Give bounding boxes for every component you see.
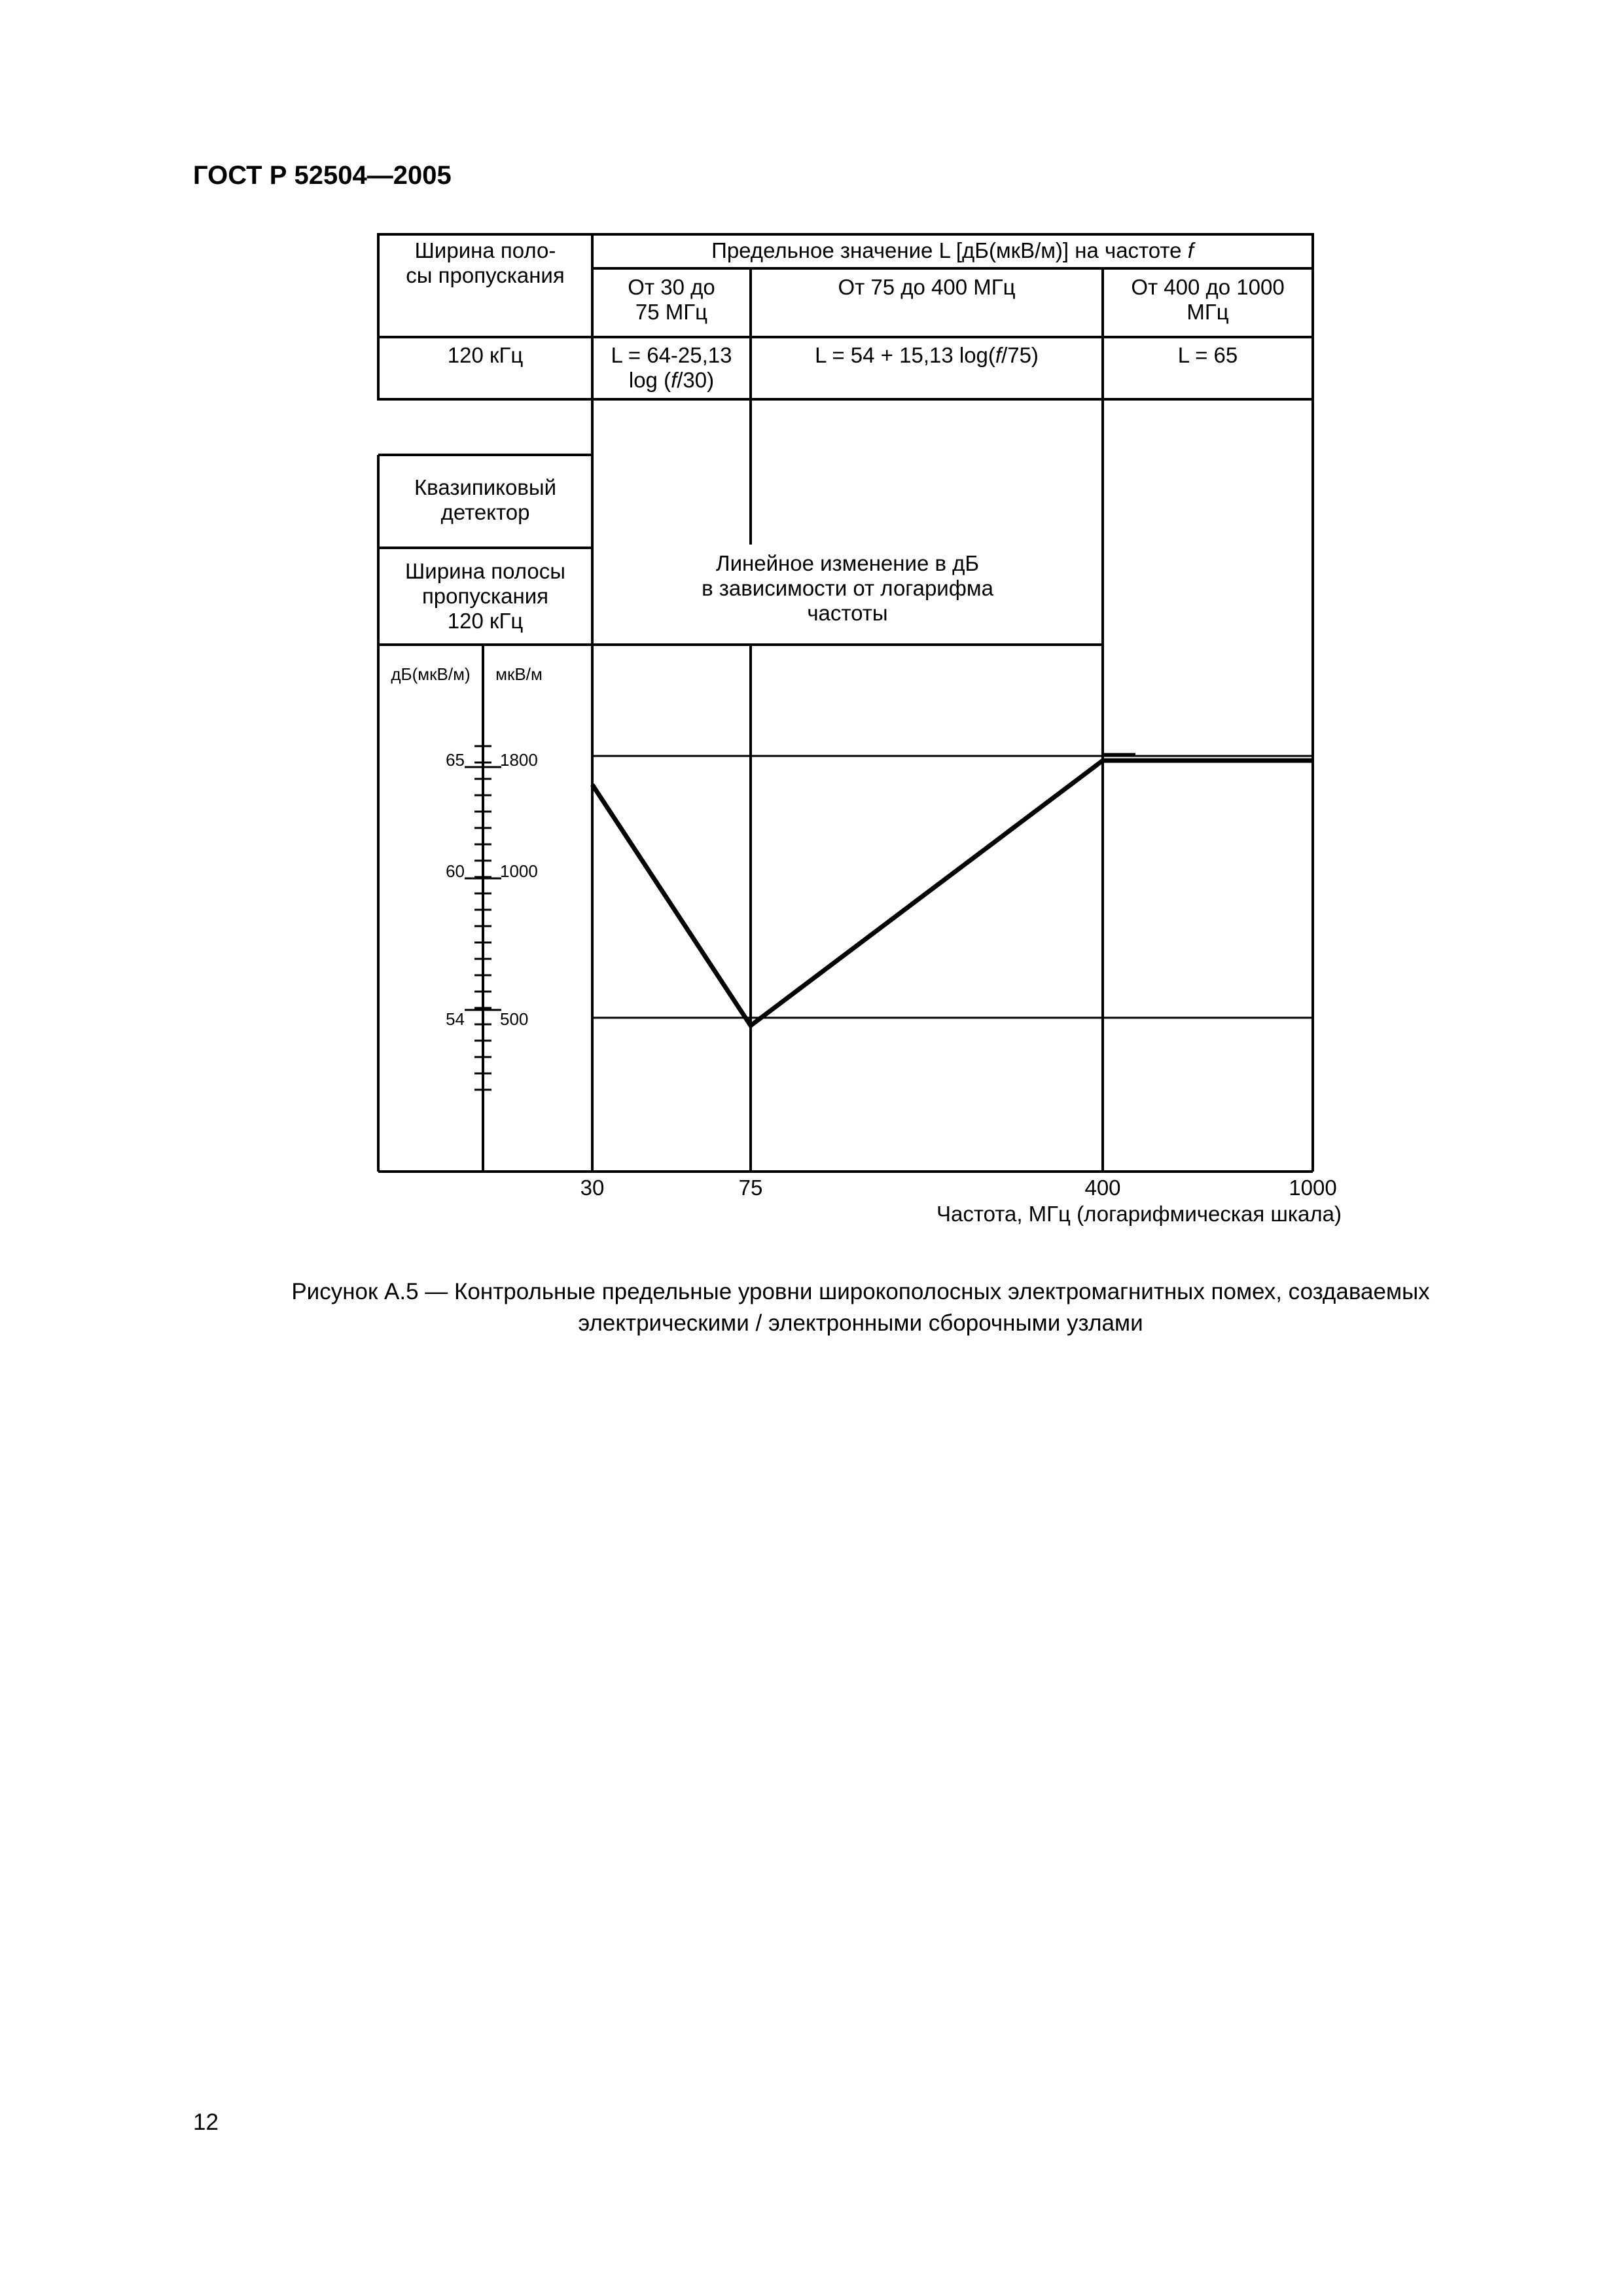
detector-line2: детектор [440, 500, 530, 524]
x-tick-1000: 1000 [1289, 1175, 1337, 1200]
caption-line2: электрическими / электронными сборочными узлами [578, 1310, 1143, 1336]
side-bandwidth-line2: пропускания [421, 584, 549, 608]
formula-1-line1: L = 64-25,13 [611, 343, 732, 367]
reference-lines [592, 754, 1313, 1018]
formula-3-line1: L = 65 [1177, 343, 1238, 367]
figure-caption [164, 1276, 1558, 1339]
y-tick-db-54: 54 [446, 1009, 465, 1029]
y-tick-uv-1800: 1800 [500, 750, 538, 770]
detector-line1: Квазипиковый [414, 475, 557, 499]
limit-line [592, 761, 1313, 1026]
range-1-line2: 75 МГц [635, 300, 708, 324]
range-3-line2: МГц [1186, 300, 1229, 324]
formula-1-line2: log (f/30) [628, 368, 715, 392]
annotation-line2: в зависимости от логарифма [702, 576, 993, 600]
bandwidth-header [378, 238, 592, 288]
y-axis-uv-label: мкВ/м [495, 664, 543, 684]
range-cell-3 [1103, 275, 1313, 325]
formula-cell-2 [751, 343, 1103, 368]
bandwidth-header-line2: сы пропускания [406, 263, 565, 287]
formula-cell-3 [1103, 343, 1313, 368]
x-tick-30: 30 [580, 1175, 605, 1200]
row-bandwidth: 120 кГц [447, 343, 524, 367]
range-2-line1: От 75 до 400 МГц [838, 275, 1016, 299]
annotation [592, 551, 1103, 626]
table-grid [378, 234, 1313, 1172]
caption-line1: Рисунок А.5 — Контрольные предельные уровни широкополосных электромагнитных помех, создаваемых [291, 1279, 1430, 1304]
formula-2-line1: L = 54 + 15,13 log(f/75) [815, 343, 1039, 367]
y-tick-uv-500: 500 [500, 1009, 529, 1029]
formula-cell-1 [592, 343, 751, 393]
range-3-line1: От 400 до 1000 [1131, 275, 1285, 299]
range-cell-1 [592, 275, 751, 325]
x-axis-label: Частота, МГц (логарифмическая шкала) [936, 1202, 1342, 1226]
doc-code: ГОСТ Р 52504—2005 [193, 161, 452, 190]
y-tick-db-60: 60 [446, 861, 465, 881]
limit-header: Предельное значение L [дБ(мкВ/м)] на частоте f [711, 238, 1194, 262]
x-tick-400: 400 [1084, 1175, 1121, 1200]
side-bandwidth-label [378, 559, 592, 634]
x-tick-75: 75 [738, 1175, 763, 1200]
y-axis-db-label: дБ(мкВ/м) [391, 664, 471, 684]
detector-label [378, 475, 592, 525]
annotation-line3: частоты [807, 601, 888, 625]
side-bandwidth-line1: Ширина полосы [405, 559, 565, 583]
range-1-line1: От 30 до [628, 275, 715, 299]
y-tick-db-65: 65 [446, 750, 465, 770]
bandwidth-header-line1: Ширина поло- [414, 238, 556, 262]
y-tick-uv-1000: 1000 [500, 861, 538, 881]
annotation-line1: Линейное изменение в дБ [715, 551, 980, 575]
page-number: 12 [193, 2109, 219, 2135]
side-bandwidth-line3: 120 кГц [447, 609, 524, 633]
range-cell-2 [751, 275, 1103, 300]
